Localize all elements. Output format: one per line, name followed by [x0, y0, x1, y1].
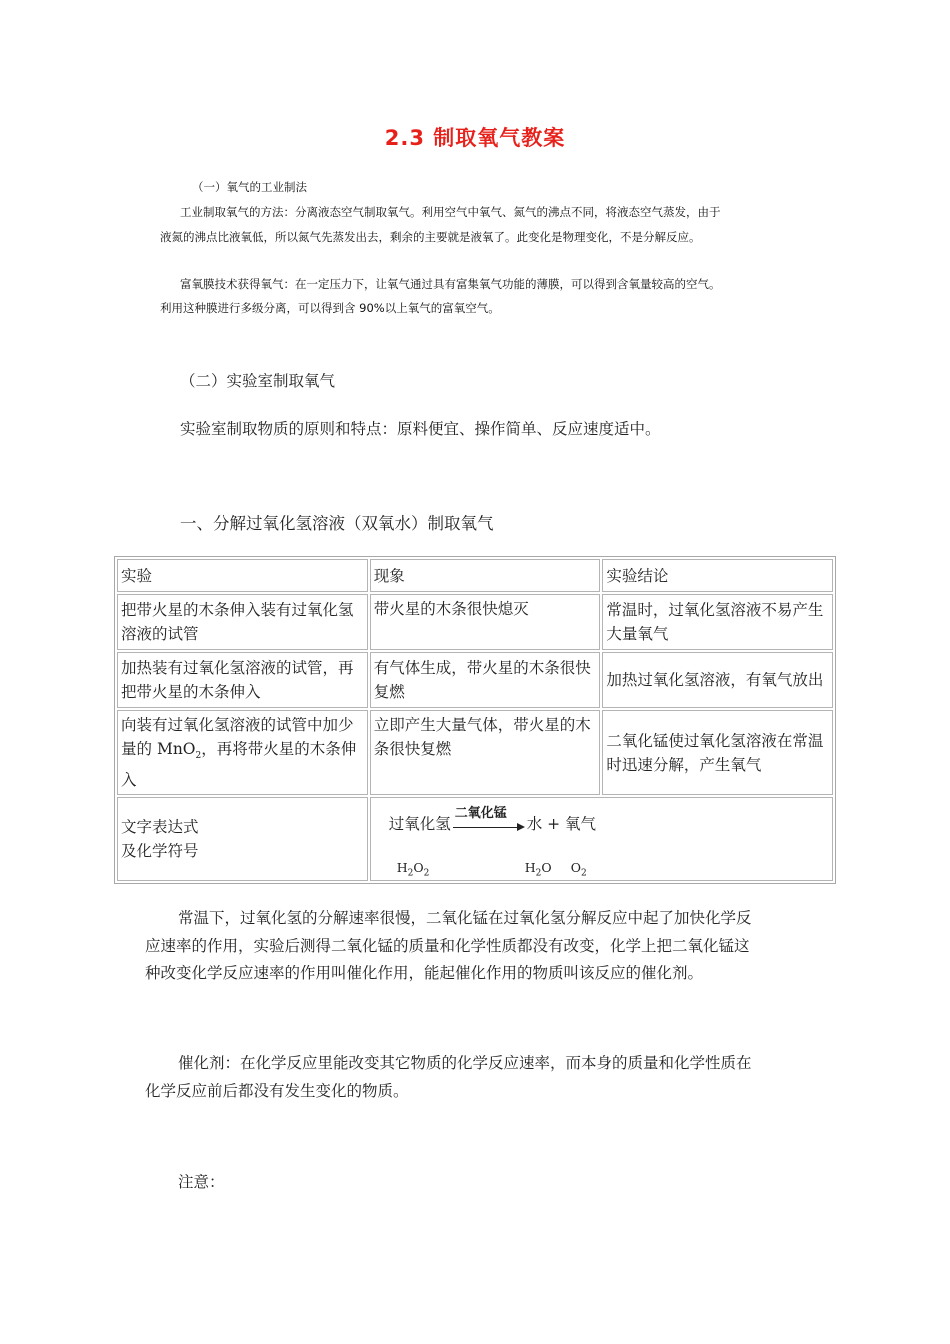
cell-phenomenon: 有气体生成，带火星的木条很快复燃	[370, 652, 601, 708]
formula-o2: $O_2$	[570, 860, 587, 879]
cell-experiment: 把带火星的木条伸入装有过氧化氢溶液的试管	[117, 594, 368, 650]
cell-phenomenon: 立即产生大量气体，带火星的木条很快复燃	[370, 710, 601, 795]
note-heading: 注意：	[178, 1173, 225, 1191]
header-experiment: 实验	[117, 559, 368, 592]
lab-principle: 实验室制取物质的原则和特点：原料便宜、操作简单、反应速度适中。	[180, 420, 661, 438]
equation-row	[117, 797, 833, 881]
table-row	[117, 594, 833, 650]
catalysis-line3: 种改变化学反应速率的作用叫催化作用，能起催化作用的物质叫该反应的催化剂。	[145, 964, 704, 982]
cell-conclusion: 二氧化锰使过氧化氢溶液在常温时迅速分解，产生氧气	[602, 710, 833, 795]
method-one-heading: 一、分解过氧化氢溶液（双氧水）制取氧气	[180, 514, 494, 533]
section-industrial-heading: （一）氧气的工业制法	[192, 180, 307, 194]
header-conclusion: 实验结论	[602, 559, 833, 592]
eq-products: 水 + 氧气	[526, 815, 597, 834]
industrial-method-line2: 液氮的沸点比液氧低，所以氮气先蒸发出去，剩余的主要就是液氧了。此变化是物理变化，不是分解反应。	[160, 230, 701, 244]
equation-label-line1: 文字表达式	[121, 818, 199, 837]
catalyst-definition-line1: 催化剂：在化学反应里能改变其它物质的化学反应速率，而本身的质量和化学性质在	[178, 1054, 752, 1072]
table-row	[117, 652, 833, 708]
page-title: 2.3 制取氧气教案	[384, 126, 566, 150]
cell-equation	[370, 797, 833, 881]
eq-catalyst: 二氧化锰	[454, 806, 507, 822]
mno2-formula: MnO$_2$	[156, 740, 202, 762]
table-row	[117, 710, 833, 795]
table-header-row	[117, 559, 833, 592]
industrial-method-line1: 工业制取氧气的方法：分离液态空气制取氧气。利用空气中氧气、氮气的沸点不同，将液态空气蒸发，由于	[180, 205, 721, 219]
word-equation	[388, 806, 597, 836]
formula-h2o: $H_2O$	[524, 860, 552, 879]
cell-phenomenon: 带火星的木条很快熄灭	[370, 594, 601, 650]
membrane-line2: 利用这种膜进行多级分离，可以得到含 90%以上氧气的富氧空气。	[160, 301, 500, 315]
row3-text-a: 向装有过氧化氢溶液的试管中加少量的	[121, 716, 354, 758]
eq-reactant: 过氧化氢	[388, 815, 451, 834]
cell-equation-label	[117, 797, 368, 881]
cell-experiment	[117, 710, 368, 795]
section-lab-heading: （二）实验室制取氧气	[180, 372, 336, 390]
catalysis-line2: 应速率的作用，实验后测得二氧化锰的质量和化学性质都没有改变，化学上把二氧化锰这	[145, 937, 750, 955]
catalysis-line1: 常温下，过氧化氢的分解速率很慢，二氧化锰在过氧化氢分解反应中起了加快化学反	[178, 909, 752, 927]
catalyst-definition-line2: 化学反应前后都没有发生变化的物质。	[145, 1082, 409, 1100]
membrane-line1: 富氧膜技术获得氧气：在一定压力下，让氧气通过具有富集氧气功能的薄膜，可以得到含氧量较高的空气。	[180, 277, 721, 291]
header-phenomenon: 现象	[370, 559, 601, 592]
row3-text-b: ，再将带火星的木条伸入	[121, 740, 357, 790]
cell-experiment: 加热装有过氧化氢溶液的试管，再把带火星的木条伸入	[117, 652, 368, 708]
cell-conclusion: 常温时，过氧化氢溶液不易产生大量氧气	[602, 594, 833, 650]
cell-conclusion: 加热过氧化氢溶液，有氧气放出	[602, 652, 833, 708]
formula-h2o2: $H_2O_2$	[396, 860, 430, 879]
experiment-table	[114, 556, 836, 884]
reaction-arrow	[453, 806, 525, 834]
equation-label-line2: 及化学符号	[121, 842, 199, 861]
